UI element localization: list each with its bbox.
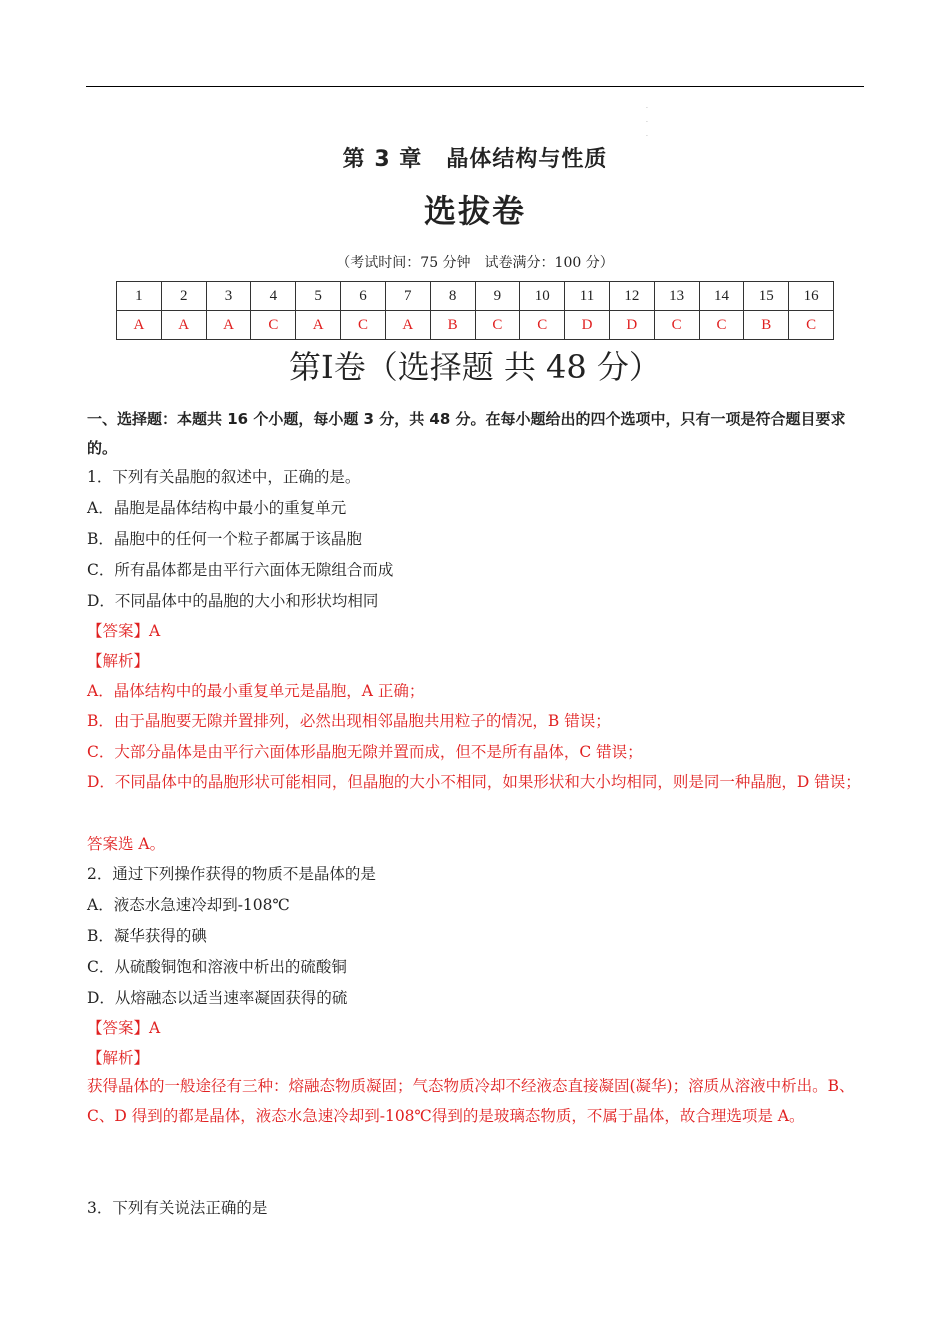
section-heading: 一、选择题：本题共 16 个小题，每小题 3 分，共 48 分。在每小题给出的四个选项中，只有一项是符合题目要求的。 [87,410,846,457]
exam-info: （考试时间：75 分钟 试卷满分：100 分） [336,255,614,271]
answer-table-number-cell: 11 [565,282,610,311]
answer-table-number-cell: 2 [161,282,206,311]
question-2-analysis-label: 【解析】 [87,1049,150,1067]
volume-title: 第Ⅰ卷（选择题 共 48 分） [289,348,661,386]
question-3-stem: 3．下列有关说法正确的是 [87,1199,268,1217]
answer-table-answer-cell: C [789,311,834,340]
answer-table-number-cell: 9 [475,282,520,311]
question-2-analysis: 获得晶体的一般途径有三种：熔融态物质凝固；气态物质冷却不经液态直接凝固(凝华)；溶质从溶液中析出。B、C、D 得到的都是晶体，液态水急速冷却到-108℃得到的是玻璃态物质，不属于晶体，故合理选项是 A。 [87,1077,855,1125]
answer-table-answer-cell: A [206,311,251,340]
answer-table-number-cell: 12 [609,282,654,311]
question-1-option-a: A．晶胞是晶体结构中最小的重复单元 [87,499,347,517]
question-2-option-c: C．从硫酸铜饱和溶液中析出的硫酸铜 [87,958,347,976]
answer-table-answer-cell: A [117,311,162,340]
question-1-analysis-d: D．不同晶体中的晶胞形状可能相同，但晶胞的大小不相同，如果形状和大小均相同，则是同一种晶胞，D 错误； [87,773,861,791]
header-rule [86,86,864,87]
decorative-dots: . . . [646,103,648,138]
answer-table-answer-cell: C [654,311,699,340]
question-2-option-b: B．凝华获得的碘 [87,927,207,945]
answer-table-answer-cell: B [430,311,475,340]
question-2-option-d: D．从熔融态以适当速率凝固获得的硫 [87,989,348,1007]
answer-table-number-cell: 4 [251,282,296,311]
answer-table-number-cell: 3 [206,282,251,311]
answer-table-answer-cell: C [475,311,520,340]
answer-table-number-cell: 7 [385,282,430,311]
answer-table-number-row [117,282,834,311]
answer-table-number-cell: 1 [117,282,162,311]
chapter-number: 第 3 章 [342,147,423,172]
answer-table-number-cell: 14 [699,282,744,311]
answer-table-answer-cell: B [744,311,789,340]
answer-table-number-cell: 6 [341,282,386,311]
answer-table-answer-cell: C [251,311,296,340]
question-1-answer: 【答案】A [87,622,161,640]
answer-table [116,281,834,340]
answer-table-answer-cell: C [699,311,744,340]
paper-title: 选拔卷 [423,192,526,230]
answer-table-answer-cell: D [565,311,610,340]
answer-table-number-cell: 15 [744,282,789,311]
question-2-option-a: A．液态水急速冷却到-108℃ [87,896,290,914]
question-1-conclusion: 答案选 A。 [87,835,166,853]
answer-table-answer-cell: C [520,311,565,340]
question-2-stem: 2．通过下列操作获得的物质不是晶体的是 [87,865,376,883]
answer-table-number-cell: 8 [430,282,475,311]
answer-table-number-cell: 10 [520,282,565,311]
answer-table-number-cell: 13 [654,282,699,311]
answer-table-answer-cell: D [609,311,654,340]
question-1-analysis-label: 【解析】 [87,652,150,670]
answer-table-number-cell: 5 [296,282,341,311]
question-1-analysis-c: C．大部分晶体是由平行六面体形晶胞无隙并置而成，但不是所有晶体，C 错误； [87,743,643,761]
answer-table-answer-cell: A [385,311,430,340]
question-1-analysis-a: A．晶体结构中的最小重复单元是晶胞，A 正确； [87,682,425,700]
answer-table-answer-row [117,311,834,340]
question-1-option-d: D．不同晶体中的晶胞的大小和形状均相同 [87,592,379,610]
answer-table-answer-cell: A [161,311,206,340]
answer-table-answer-cell: C [341,311,386,340]
question-1-stem: 1．下列有关晶胞的叙述中，正确的是。 [87,468,361,486]
question-1-analysis-b: B．由于晶胞要无隙并置排列，必然出现相邻晶胞共用粒子的情况，B 错误； [87,712,611,730]
answer-table-answer-cell: A [296,311,341,340]
question-1-option-b: B．晶胞中的任何一个粒子都属于该晶胞 [87,530,362,548]
question-2-answer: 【答案】A [87,1019,161,1037]
answer-table-number-cell: 16 [789,282,834,311]
chapter-name: 晶体结构与性质 [446,147,608,172]
chapter-title [0,142,950,173]
question-1-option-c: C．所有晶体都是由平行六面体无隙组合而成 [87,561,394,579]
